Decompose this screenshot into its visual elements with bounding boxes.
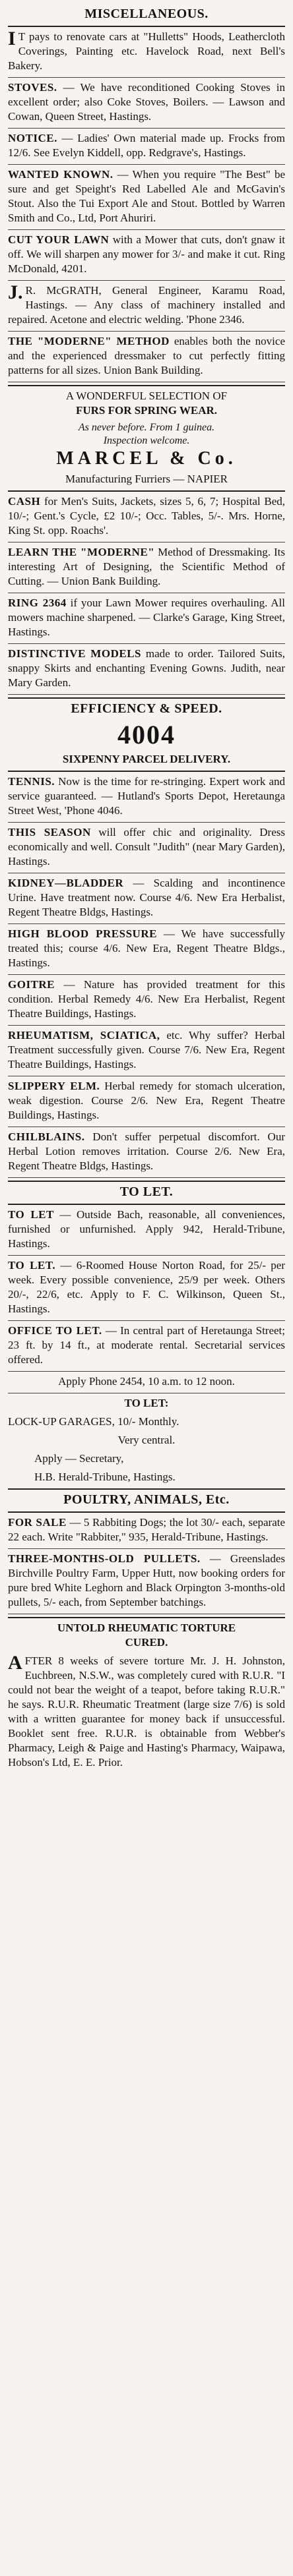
furs-trade: Manufacturing Furriers — NAPIER — [65, 473, 228, 485]
misc-ads-2 — [8, 494, 285, 695]
ad-renovate-cars — [8, 30, 285, 73]
ad-pullets — [8, 1552, 285, 1610]
divider — [8, 1255, 285, 1256]
rheumatic-text: FTER 8 weeks of severe torture Mr. J. H. Johnston, Euchbreen, N.S.W., was completely cured with R.U.R. "I could not bear the weight of a teapot, before taking R.U.R." he says. R.U.R. Rheumatic Treatment (large size 7/6) is sold with a written guarantee for money back if unsuccessful. Booklet sent free. R.U.R. is obtainable from Webber's Pharmacy, Leigh & Paige and Hasting's Pharmacy, Waipawa, Hobson's Ltd, E. E. Prior. — [8, 1654, 285, 1769]
ad-goitre — [8, 978, 285, 1021]
ad-text: — 6-Roomed House Norton Road, for 25/- per week. Every possible convenience, 25/9 per week. Others 20/-, 22/6, etc. Apply to F. C. Wilkinson, Queen St., Hastings. — [8, 1259, 285, 1315]
ad-lead: TENNIS. — [8, 775, 55, 788]
ad-lead: TO LET — [8, 1208, 54, 1221]
ad-lead: THE "MODERNE" METHOD — [8, 335, 170, 347]
garages-ad — [8, 1396, 285, 1484]
ad-text: — When you require "The Best" be sure and get Speight's Red Labelled Ale and McGavin's Stout. Also the Tui Export Ale and Stout. Bottled by Warren Smith and Co., Ltd, Port Ahuriri. — [8, 168, 285, 224]
parcel-number: 4004 — [117, 720, 176, 749]
ad-text: Method of Dressmaking. Its interesting Art of Designing, the Scientific Method of Cutting. — Union Bank Building. — [8, 546, 285, 587]
divider — [8, 771, 285, 772]
ad-learn-moderne — [8, 545, 285, 589]
ad-text: — Ladies' Own material made up. Frocks from 12/6. See Evelyn Kiddell, opp. Redgrave's, Hastings. — [8, 132, 285, 159]
ad-lawn-mower — [8, 233, 285, 276]
ad-ring-2364 — [8, 596, 285, 639]
ad-this-season — [8, 825, 285, 869]
rheumatic-headline-1: UNTOLD RHEUMATIC TORTURE — [57, 1622, 236, 1634]
divider — [8, 822, 285, 823]
ad-lead: THIS SEASON — [8, 826, 91, 838]
rheumatic-ad — [8, 1621, 285, 1770]
ad-lead: CUT YOUR LAWN — [8, 233, 110, 246]
ad-lead: WANTED KNOWN. — [8, 168, 114, 181]
ad-rheumatism — [8, 1028, 285, 1072]
ad-chilblains — [8, 1130, 285, 1173]
divider — [8, 385, 285, 386]
ad-text: — Greenslades Birchville Poultry Farm, Upper Hutt, now booking orders for pure bred White Leghorn and Black Orpington 3-months-old pullets, 5/- each, from September batchings. — [8, 1552, 286, 1608]
ad-text: will offer chic and originality. Dress economically and well. Consult "Judith" (near Mary Garden), Hastings. — [8, 826, 285, 867]
ad-lead: TO LET. — [8, 1259, 56, 1272]
furs-headline-2: FURS FOR SPRING WEAR. — [75, 404, 218, 417]
ad-lead: FOR SALE — [8, 1516, 67, 1529]
parcel-title: EFFICIENCY & SPEED. — [71, 701, 222, 716]
ad-tennis — [8, 775, 285, 818]
ad-lead: RING 2364 — [8, 597, 67, 609]
ad-text: — Scalding and incontinence Urine. Have treatment now. Course 4/6. New Era Herbalist, Regent Theatre Bldgs, Hastings. — [8, 877, 285, 918]
health-ads — [8, 775, 285, 1178]
rheumatic-headline-2: CURED. — [125, 1636, 168, 1649]
ad-text: etc. Why suffer? Herbal Treatment successfully given. Course 7/6. New Era, Regent Theatre Buildings, Hastings. — [8, 1029, 285, 1070]
ad-text: for Men's Suits, Jackets, sizes 5, 6, 7; Hospital Bed, 10/-; Gent.'s Cycle, £2 10/-; Occ. Tables, 5/-. Mrs. Horne, King St. opp. Roachs'. — [8, 495, 285, 537]
ad-kidney-bladder — [8, 876, 285, 920]
ad-lead: GOITRE — [8, 978, 55, 991]
divider — [8, 229, 285, 230]
ad-lead: SLIPPERY ELM. — [8, 1080, 100, 1092]
section-title-to-let: TO LET. — [119, 1185, 174, 1199]
garages-head: TO LET: — [124, 1397, 169, 1409]
divider — [8, 128, 285, 129]
ad-text: — Outside Bach, reasonable, all conveniences, furnished or unfurnished. Apply 942, Herald-Tribune, Hastings. — [8, 1208, 285, 1250]
drop-cap: I — [8, 28, 16, 49]
ad-stoves — [8, 80, 285, 124]
section-title-miscellaneous: MISCELLANEOUS. — [84, 7, 209, 21]
divider — [8, 331, 285, 332]
divider — [8, 77, 285, 78]
ad-text: — 5 Rabbiting Dogs; the lot 30/- each, separate 22 each. Write "Rabbiter," 935, Herald-Tribune, Hastings. — [8, 1516, 286, 1543]
furs-line-1: As never before. From 1 guinea. — [78, 422, 215, 433]
parcel-subtitle: SIXPENNY PARCEL DELIVERY. — [62, 753, 231, 765]
ad-text: Now is the time for re-stringing. Expert work and service guaranteed. — Hutland's Sports Depot, Heretaunga Street West, 'Phone 4046. — [8, 775, 285, 817]
ad-distinctive-models — [8, 647, 285, 690]
divider — [8, 164, 285, 165]
office-apply: Apply Phone 2454, 10 a.m. to 12 noon. — [58, 1375, 235, 1388]
divider — [8, 1181, 285, 1182]
ad-text: T pays to renovate cars at "Hulletts" Hoods, Leathercloth Coverings, Painting etc. Havelock Road, next Bell's Bakery. — [8, 30, 285, 72]
ad-wanted-known — [8, 167, 285, 225]
divider — [8, 697, 285, 699]
ad-lead: HIGH BLOOD PRESSURE — [8, 927, 157, 940]
ad-cash-suits — [8, 494, 285, 538]
ad-bach — [8, 1208, 285, 1251]
ad-text: R. McGRATH, General Engineer, Karamu Road, Hastings. — Any class of machinery installed and repaired. Acetone and electric welding. 'Phone 2346. — [8, 284, 285, 326]
divider — [8, 1548, 285, 1549]
ad-lead: STOVES. — [8, 81, 57, 94]
ad-lead: CHILBLAINS. — [8, 1130, 85, 1143]
ad-text: Herbal remedy for stomach ulceration, weak digestion. Course 2/6. New Era, Regent Theatre Buildings, Hastings. — [8, 1080, 285, 1121]
divider — [8, 280, 285, 281]
divider — [8, 1371, 285, 1372]
ad-blood-pressure — [8, 927, 285, 970]
ad-office — [8, 1324, 285, 1367]
furs-headline-1: A WONDERFUL SELECTION OF — [65, 390, 228, 402]
ad-notice-frocks — [8, 131, 285, 160]
rheumatic-body — [8, 1654, 285, 1770]
divider — [8, 1511, 285, 1513]
ad-mcgrath — [8, 283, 285, 327]
ad-text: — In central part of Heretaunga Street; 23 ft. by 14 ft., at moderate rental. Secretarial services offered. — [8, 1324, 285, 1366]
ad-text: — Nature has provided treatment for this condition. Herbal Remedy 4/6. New Era Herbalist, Regent Theatre Buildings, Hastings. — [8, 978, 285, 1020]
parcel-ad — [8, 701, 285, 767]
ad-lead: RHEUMATISM, SCIATICA, — [8, 1029, 160, 1041]
rheumatic-drop-cap: A — [8, 1652, 22, 1674]
divider — [8, 923, 285, 924]
ad-lead: OFFICE TO LET. — [8, 1324, 102, 1337]
furs-ad — [8, 389, 285, 486]
ad-text: made to order. Tailored Suits, snappy Skirts and enchanting Evening Gowns. Judith, near Mary Garden. — [8, 647, 285, 689]
ad-norton-road — [8, 1258, 285, 1316]
garages-line-3: Apply — Secretary, — [34, 1452, 124, 1465]
ad-lead: LEARN THE "MODERNE" — [8, 546, 155, 558]
ad-text: — We have reconditioned Cooking Stoves in excellent order; also Coke Stoves, Boilers. — Lawson and Cowan, Queen Street, Hastings. — [8, 81, 285, 123]
divider — [8, 1617, 285, 1618]
divider — [8, 1177, 285, 1178]
divider — [8, 643, 285, 644]
classifieds-column — [8, 0, 285, 1770]
ad-lead: THREE-MONTHS-OLD PULLETS. — [8, 1552, 201, 1565]
ad-text: with a Mower that cuts, don't gnaw it off. We will sharpen any mower for 3/- and make it cut. Ring McDonald, 4201. — [8, 233, 285, 275]
divider — [8, 490, 285, 492]
divider — [8, 26, 285, 27]
poultry-ads — [8, 1515, 285, 1614]
ad-text: if your Lawn Mower requires overhauling. All mowers machine sharpened. — Clarke's Garage, King Street, Hastings. — [8, 597, 285, 638]
garages-line-2: Very central. — [117, 1434, 176, 1446]
section-title-poultry: POULTRY, ANIMALS, Etc. — [63, 1492, 230, 1507]
drop-cap: J. — [8, 281, 23, 303]
garages-line-4: H.B. Herald-Tribune, Hastings. — [34, 1471, 176, 1483]
divider — [8, 974, 285, 975]
ad-slippery-elm — [8, 1079, 285, 1123]
divider — [8, 1204, 285, 1205]
divider — [8, 1025, 285, 1026]
ad-lead: CASH — [8, 495, 41, 508]
divider — [8, 694, 285, 695]
ad-text: enables both the novice and the experienced dressmaker to cut perfectly fitting patterns for all sizes. Union Bank Building. — [8, 335, 285, 376]
to-let-ads — [8, 1208, 285, 1372]
divider — [8, 1320, 285, 1321]
ad-moderne-method — [8, 334, 285, 378]
ad-lead: NOTICE. — [8, 132, 57, 144]
ad-lead: DISTINCTIVE MODELS — [8, 647, 141, 660]
ad-rabbiting-dogs — [8, 1515, 285, 1544]
ad-lead: KIDNEY—BLADDER — [8, 877, 124, 889]
furs-line-2: Inspection welcome. — [103, 435, 190, 446]
divider — [8, 1488, 285, 1490]
ad-text: — We have successfully treated this; course 4/6. New Era, Regent Theatre Bldgs., Hastings. — [8, 927, 285, 969]
garages-line-1: LOCK-UP GARAGES, 10/- Monthly. — [8, 1415, 179, 1428]
ad-text: Don't suffer perpetual discomfort. Our Herbal Lotion removes irritation. Course 2/6. New Era, Regent Theatre Bldgs, Hastings. — [8, 1130, 285, 1172]
furs-brand: MARCEL & Co. — [56, 448, 237, 469]
misc-ads — [8, 30, 285, 382]
